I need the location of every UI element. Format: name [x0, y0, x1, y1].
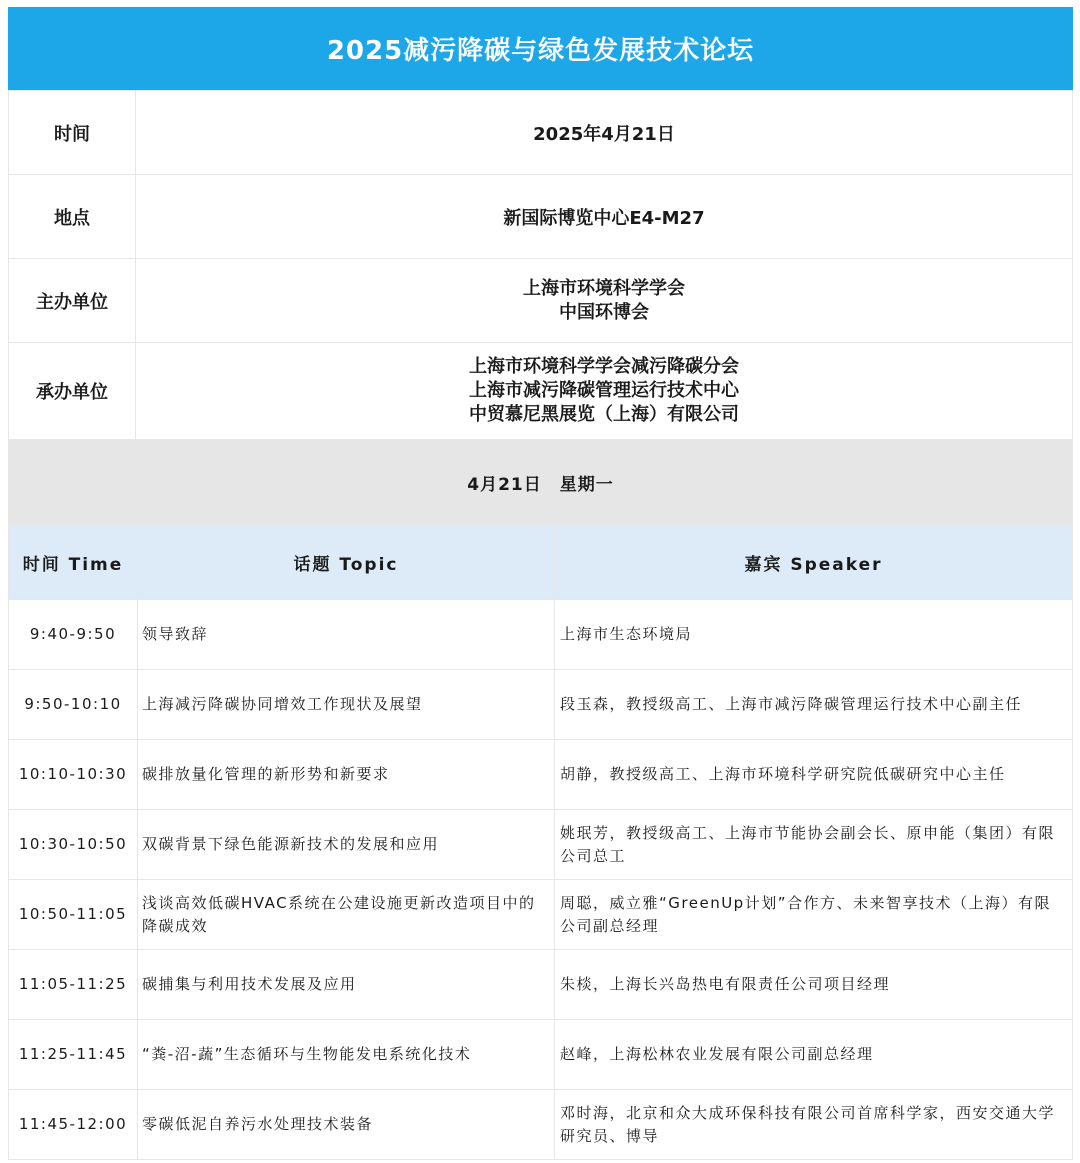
- row-time: 11:05-11:25: [9, 950, 138, 1020]
- table-row: [9, 1090, 1073, 1160]
- table-row: [9, 670, 1073, 740]
- page-title: 2025减污降碳与绿色发展技术论坛: [8, 7, 1073, 90]
- row-topic: 零碳低泥自养污水处理技术装备: [138, 1090, 555, 1160]
- table-row: [9, 950, 1073, 1020]
- organizer-line: 上海市减污降碳管理运行技术中心: [469, 380, 739, 401]
- info-row-host: [9, 259, 1073, 343]
- time-label: 时间: [9, 91, 136, 175]
- schedule-header-row: [9, 525, 1073, 600]
- row-topic: 双碳背景下绿色能源新技术的发展和应用: [138, 810, 555, 880]
- schedule-table: [8, 524, 1073, 1160]
- row-speaker: 朱棪，上海长兴岛热电有限责任公司项目经理: [555, 950, 1073, 1020]
- row-speaker: 段玉森，教授级高工、上海市减污降碳管理运行技术中心副主任: [555, 670, 1073, 740]
- row-speaker: 上海市生态环境局: [555, 600, 1073, 670]
- host-line: 上海市环境科学学会: [523, 277, 685, 299]
- time-value: 2025年4月21日: [136, 91, 1073, 175]
- organizer-label: 承办单位: [9, 343, 136, 440]
- row-topic: 碳排放量化管理的新形势和新要求: [138, 740, 555, 810]
- organizer-value: [136, 343, 1073, 440]
- row-speaker: 赵峰，上海松林农业发展有限公司副总经理: [555, 1020, 1073, 1090]
- row-time: 9:50-10:10: [9, 670, 138, 740]
- row-speaker: 胡静，教授级高工、上海市环境科学研究院低碳研究中心主任: [555, 740, 1073, 810]
- row-speaker: 邓时海，北京和众大成环保科技有限公司首席科学家，西安交通大学研究员、博导: [555, 1090, 1073, 1160]
- info-row-organizer: [9, 343, 1073, 440]
- table-row: [9, 810, 1073, 880]
- table-row: [9, 880, 1073, 950]
- row-topic: 上海减污降碳协同增效工作现状及展望: [138, 670, 555, 740]
- row-time: 10:30-10:50: [9, 810, 138, 880]
- info-row-time: [9, 91, 1073, 175]
- place-value: 新国际博览中心E4-M27: [136, 175, 1073, 259]
- header-topic: 话题 Topic: [138, 525, 555, 600]
- forum-agenda: [8, 7, 1073, 1160]
- table-row: [9, 600, 1073, 670]
- host-label: 主办单位: [9, 259, 136, 343]
- row-speaker: 姚珉芳，教授级高工、上海市节能协会副会长、原申能（集团）有限公司总工: [555, 810, 1073, 880]
- row-topic: 碳捕集与利用技术发展及应用: [138, 950, 555, 1020]
- table-row: [9, 1020, 1073, 1090]
- row-time: 10:10-10:30: [9, 740, 138, 810]
- header-speaker: 嘉宾 Speaker: [555, 525, 1073, 600]
- place-label: 地点: [9, 175, 136, 259]
- row-time: 11:45-12:00: [9, 1090, 138, 1160]
- organizer-line: 上海市环境科学学会减污降碳分会: [469, 356, 739, 377]
- row-time: 9:40-9:50: [9, 600, 138, 670]
- day-header: 4月21日 星期一: [8, 440, 1073, 524]
- row-topic: 领导致辞: [138, 600, 555, 670]
- row-topic: 浅谈高效低碳HVAC系统在公建设施更新改造项目中的降碳成效: [138, 880, 555, 950]
- table-row: [9, 740, 1073, 810]
- host-value: [136, 259, 1073, 343]
- row-time: 11:25-11:45: [9, 1020, 138, 1090]
- row-speaker: 周聪，威立雅“GreenUp计划”合作方、未来智享技术（上海）有限公司副总经理: [555, 880, 1073, 950]
- row-time: 10:50-11:05: [9, 880, 138, 950]
- info-row-place: [9, 175, 1073, 259]
- info-table: [8, 90, 1073, 440]
- organizer-line: 中贸慕尼黑展览（上海）有限公司: [469, 404, 739, 425]
- row-topic: “粪-沼-蔬”生态循环与生物能发电系统化技术: [138, 1020, 555, 1090]
- header-time: 时间 Time: [9, 525, 138, 600]
- host-line: 中国环博会: [559, 301, 649, 323]
